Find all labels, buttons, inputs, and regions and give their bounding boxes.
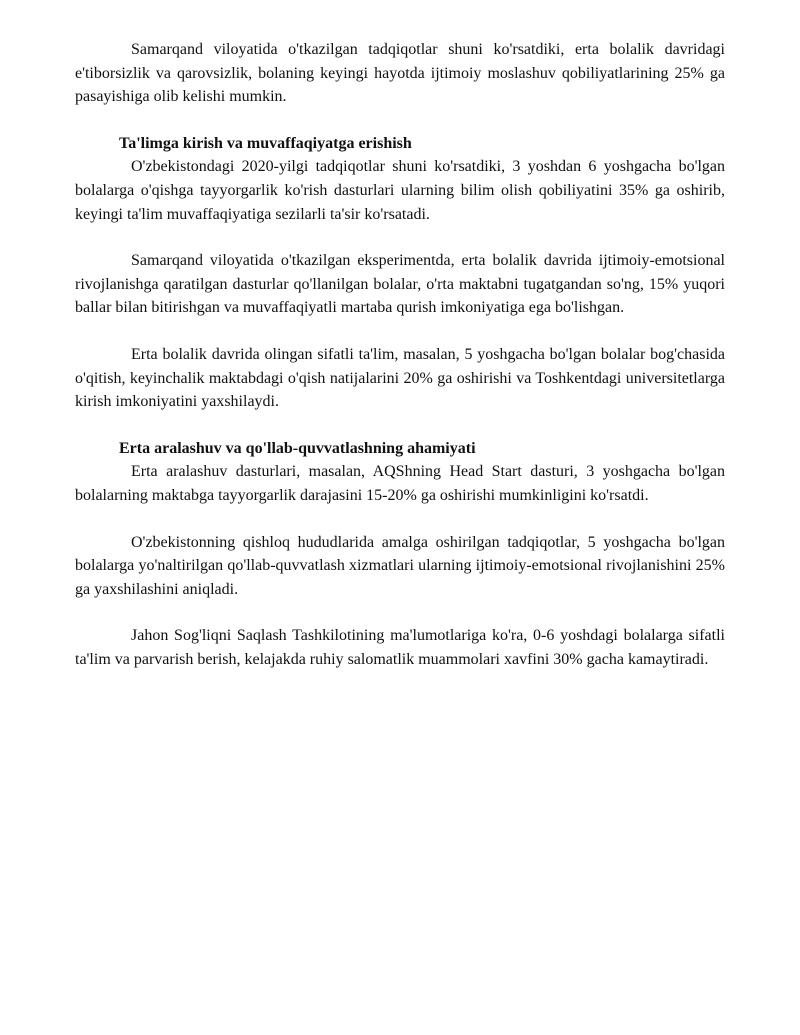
section-paragraph: Erta bolalik davrida olingan sifatli ta'lim, masalan, 5 yoshgacha bo'lgan bolalar bog'chasida o'qitish, keyinchalik maktabdagi o'qish natijalarini 20% ga oshirishi va Toshkentdagi universitetlarga kirish imkoniyatini yaxshilaydi. (75, 345, 725, 411)
section-paragraph: Erta aralashuv dasturlari, masalan, AQShning Head Start dasturi, 3 yoshgacha bo'lgan bolalarning maktabga tayyorgarlik darajasini 15-20% ga oshirishi mumkinligini ko'rsatdi. (75, 463, 725, 504)
section-heading: Ta'limga kirish va muvaffaqiyatga erishish (119, 134, 412, 152)
section-early-intervention (75, 437, 725, 672)
section-paragraph: Samarqand viloyatida o'tkazilgan eksperimentda, erta bolalik davrida ijtimoiy-emotsional rivojlanishga qaratilgan dasturlar qo'llanilgan bolalar, o'rta maktabni tugatgandan so'ng, 15% yuqori ballar bilan bitirishgan va muvaffaqiyatli martaba qurish imkoniyatiga ega bo'lishgan. (75, 252, 725, 317)
document-page (75, 38, 725, 671)
section-paragraph: Jahon Sog'liqni Saqlash Tashkilotining ma'lumotlariga ko'ra, 0-6 yoshdagi bolalarga sifatli ta'lim va parvarish berish, kelajakda ruhiy salomatlik muammolari xavfini 30% gacha kamaytiradi. (75, 627, 725, 668)
intro-paragraph: Samarqand viloyatida o'tkazilgan tadqiqotlar shuni ko'rsatdiki, erta bolalik davridagi e'tiborsizlik va qarovsizlik, bolaning keyingi hayotda ijtimoiy moslashuv qobiliyatlarining 25% ga pasayishiga olib kelishi mumkin. (75, 41, 725, 106)
section-paragraph: O'zbekistondagi 2020-yilgi tadqiqotlar shuni ko'rsatdiki, 3 yoshdan 6 yoshgacha bo'lgan bolalarga o'qishga tayyorgarlik ko'rish dasturlari ularning bilim olish qobiliyatini 35% ga oshirib, keyingi ta'lim muvaffaqiyatiga sezilarli ta'sir ko'rsatadi. (75, 158, 725, 223)
section-education-access (75, 132, 725, 414)
section-paragraph: O'zbekistonning qishloq hududlarida amalga oshirilgan tadqiqotlar, 5 yoshgacha bo'lgan bolalarga yo'naltirilgan qo'llab-quvvatlash xizmatlari ularning ijtimoiy-emotsional rivojlanishini 25% ga yaxshilashini aniqladi. (75, 533, 725, 598)
section-heading: Erta aralashuv va qo'llab-quvvatlashning ahamiyati (119, 439, 476, 457)
